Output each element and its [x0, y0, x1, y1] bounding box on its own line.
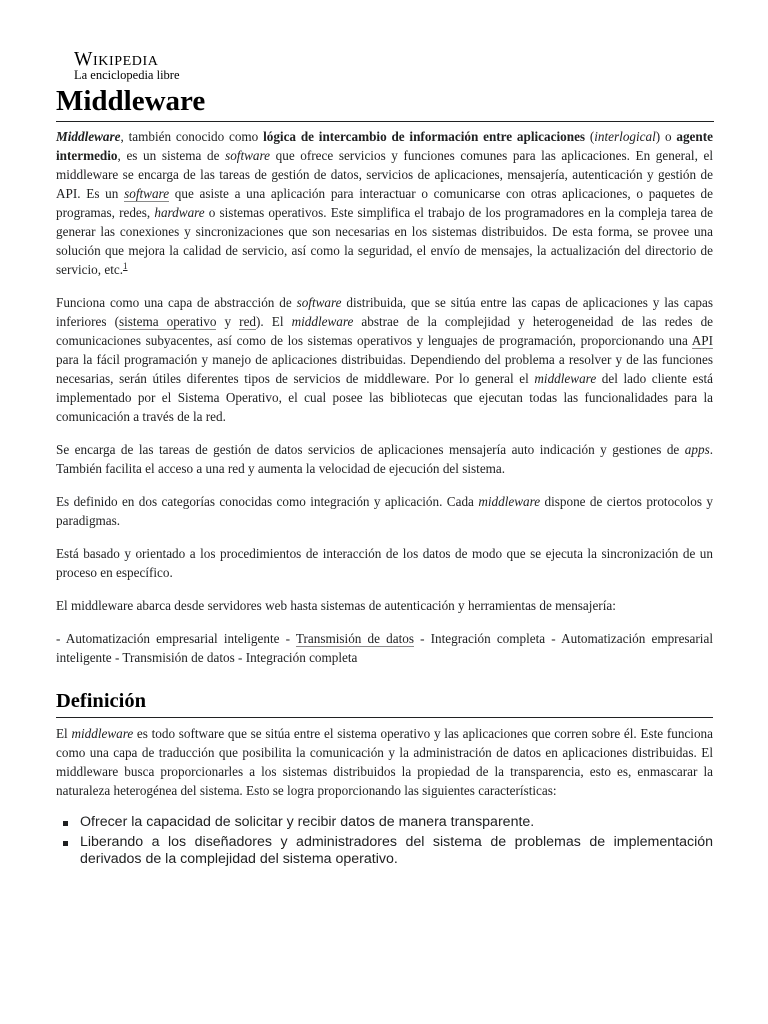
link-red[interactable]: red: [239, 314, 257, 329]
link-sistema-operativo[interactable]: sistema operativo: [119, 314, 217, 329]
page-title: Middleware: [56, 85, 206, 117]
paragraph-definition: El middleware es todo software que se sitúa entre el sistema operativo y las aplicaciones que corren sobre él. Este funciona como una capa de traducción que posibilita la comunicación y la administración de datos en aplicaciones distribuidas. El middleware busca proporcionarles a los sistemas distribuidos la propiedad de la transparencia, esto es, enmascarar la naturaleza heterogénea del sistema. Esto se logra proporcionando las siguientes características:: [56, 726, 713, 798]
article-body: [56, 127, 713, 871]
title-divider: [56, 121, 714, 122]
paragraph-abstraction: Funciona como una capa de abstracción de software distribuida, que se sitúa entre las capas de aplicaciones y las capas inferiores (sistema operativo y red). El middleware abstrae de la complejidad y heterogeneidad de las redes de comunicaciones subyacentes, así como de los sistemas operativos y lenguajes de programación, proporcionando una API para la fácil programación y manejo de aplicaciones distribuidas. Dependiendo del problema a resolver y de las funciones necesarias, serán útiles diferentes tipos de servicios de middleware. Por lo general el middleware del lado cliente está implementado por el Sistema Operativo, el cual posee las bibliotecas que ejecutan todas las funcionalidades para la comunicación a través de la red.: [56, 295, 714, 424]
bullet-icon: [63, 841, 68, 846]
term-agente: agente intermedio: [56, 129, 713, 163]
term-middleware: Middleware: [56, 129, 121, 144]
paragraph-procedures: Está basado y orientado a los procedimientos de interacción de los datos de modo que se ejecuta la sincronización de un proceso en específico.: [56, 546, 713, 580]
link-software[interactable]: software: [124, 186, 170, 201]
term-logica: lógica de intercambio de información entre aplicaciones: [263, 129, 586, 144]
bullet-icon: [63, 821, 68, 826]
section-heading-definicion: Definición: [56, 688, 713, 718]
wikipedia-logo[interactable]: [74, 49, 204, 82]
logo-wordmark: Wikipedia: [74, 49, 159, 70]
logo-tagline: La enciclopedia libre: [74, 68, 180, 82]
intro-paragraph: Middleware, también conocido como lógica de intercambio de información entre aplicaciones (interlogical) o agente intermedio, es un sistema de software que ofrece servicios y funciones comunes para las aplicaciones. En general, el middleware se encarga de las tareas de gestión de datos, servicios de aplicaciones, mensajería, autenticación y gestión de API. Es un software que asiste a una aplicación para interactuar o comunicarse con otras aplicaciones, o paquetes de programas, redes, hardware o sistemas operativos. Este simplifica el trabajo de los programadores en la compleja tarea de generar las conexiones y sincronizaciones que son necesarias en los sistemas distribuidos. De esta forma, se provee una solución que mejora la calidad de servicio, así como la seguridad, el envío de mensajes, la actualización del directorio de servicio, etc.$^1$: [56, 129, 714, 277]
paragraph-scope: El middleware abarca desde servidores web hasta sistemas de autenticación y herramientas de mensajería:: [56, 598, 616, 613]
link-transmision-datos[interactable]: Transmisión de datos: [295, 631, 414, 646]
paragraph-categories: Es definido en dos categorías conocidas como integración y aplicación. Cada middleware dispone de ciertos protocolos y paradigmas.: [56, 494, 714, 528]
link-api[interactable]: API: [691, 333, 713, 348]
list-item: Ofrecer la capacidad de solicitar y recibir datos de manera transparente.: [56, 814, 713, 831]
paragraph-tasks: Se encarga de las tareas de gestión de datos servicios de aplicaciones mensajería auto indicación y gestiones de apps. También facilita el acceso a una red y aumenta la velocidad de ejecución del sistema.: [56, 442, 713, 476]
paragraph-list-inline: - Automatización empresarial inteligente - Transmisión de datos - Integración completa - Automatización empresarial inteligente - Transmisión de datos - Integración completa: [56, 631, 713, 665]
reference-1[interactable]: 1: [123, 261, 128, 271]
list-item: Liberando a los diseñadores y administradores del sistema de problemas de implementación derivados de la complejidad del sistema operativo.: [56, 834, 713, 868]
features-list: [56, 814, 713, 868]
